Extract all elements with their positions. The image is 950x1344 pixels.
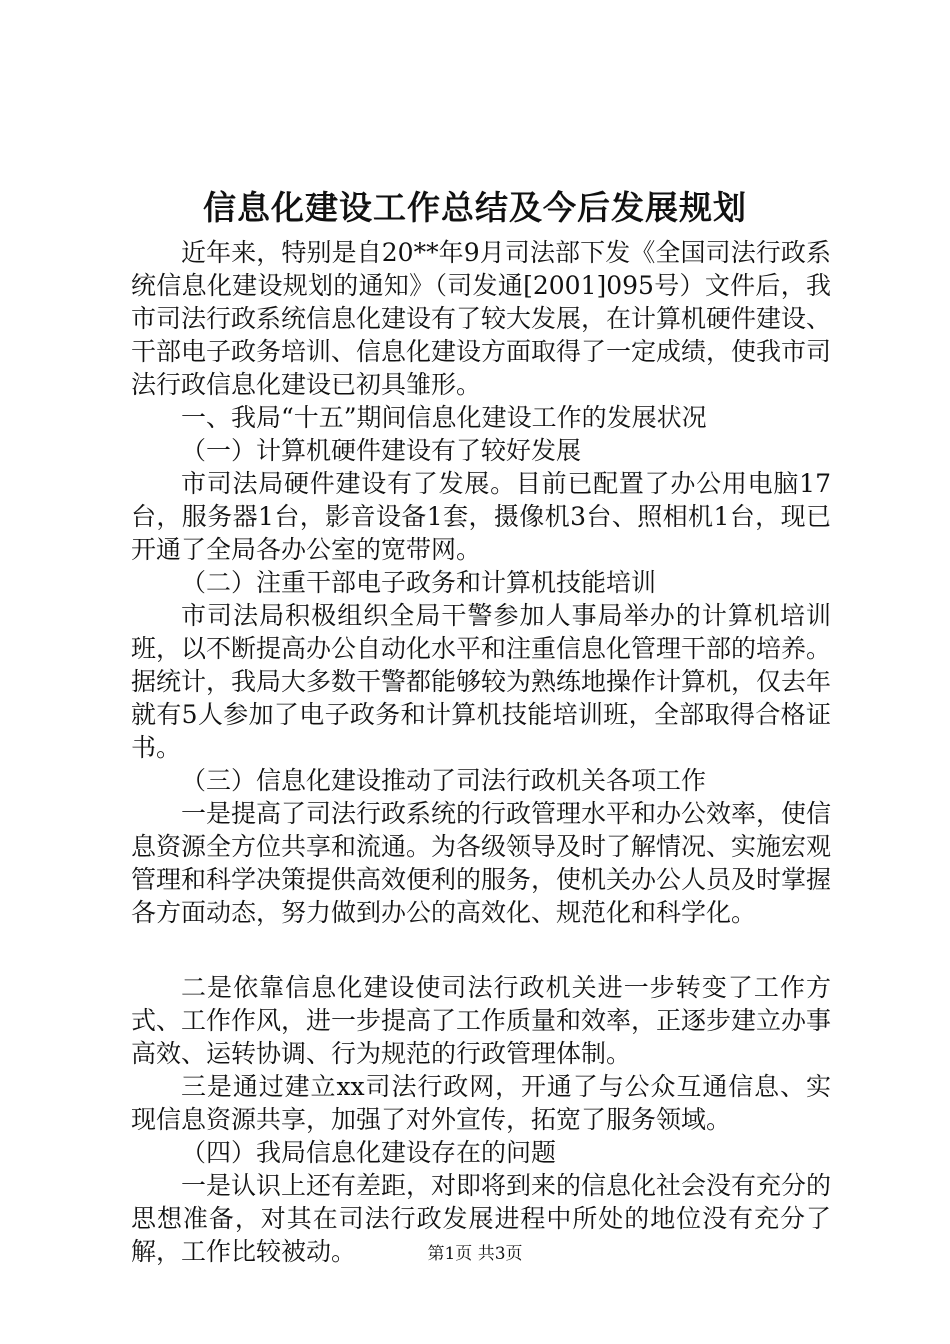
paragraph-problem-1: 一是认识上还有差距，对即将到来的信息化社会没有充分的思想准备，对其在司法行政发展进程中所处的地位没有充分了解，工作比较被动。 xyxy=(131,1171,832,1266)
subsection-heading-1: （一）计算机硬件建设有了较好发展 xyxy=(181,436,582,465)
section-heading-1: 一、我局“十五”期间信息化建设工作的发展状况 xyxy=(181,403,707,432)
paragraph-hardware: 市司法局硬件建设有了发展。目前已配置了办公用电脑17台，服务器1台，影音设备1套，摄像机3台、照相机1台，现已开通了全局各办公室的宽带网。 xyxy=(131,469,831,564)
paragraph-point-3: 三是通过建立xx司法行政网，开通了与公众互通信息、实现信息资源共享，加强了对外宣传，拓宽了服务领域。 xyxy=(131,1072,831,1134)
document-title: 信息化建设工作总结及今后发展规划 xyxy=(203,188,747,227)
subsection-heading-4: （四）我局信息化建设存在的问题 xyxy=(181,1138,557,1167)
paragraph-spacer xyxy=(131,929,831,971)
document-body xyxy=(131,236,831,1268)
paragraph-training: 市司法局积极组织全局干警参加人事局举办的计算机培训班，以不断提高办公自动化水平和注重信息化管理干部的培养。据统计，我局大多数干警都能够较为熟练地操作计算机，仅去年就有5人参加了电子政务和计算机技能培训班，全部取得合格证书。 xyxy=(131,601,832,762)
paragraph-point-2: 二是依靠信息化建设使司法行政机关进一步转变了工作方式、工作作风，进一步提高了工作质量和效率，正逐步建立办事高效、运转协调、行为规范的行政管理体制。 xyxy=(131,973,832,1068)
paragraph-intro: 近年来，特别是自20**年9月司法部下发《全国司法行政系统信息化建设规划的通知》（司发通[2001]095号）文件后，我市司法行政系统信息化建设有了较大发展，在计算机硬件建设、干部电子政务培训、信息化建设方面取得了一定成绩，使我市司法行政信息化建设已初具雏形。 xyxy=(131,238,832,399)
subsection-heading-3: （三）信息化建设推动了司法行政机关各项工作 xyxy=(181,766,707,795)
page-footer: 第1页 共3页 xyxy=(427,1244,523,1264)
paragraph-point-1: 一是提高了司法行政系统的行政管理水平和办公效率，使信息资源全方位共享和流通。为各级领导及时了解情况、实施宏观管理和科学决策提供高效便利的服务，使机关办公人员及时掌握各方面动态，努力做到办公的高效化、规范化和科学化。 xyxy=(131,799,832,927)
subsection-heading-2: （二）注重干部电子政务和计算机技能培训 xyxy=(181,568,657,597)
